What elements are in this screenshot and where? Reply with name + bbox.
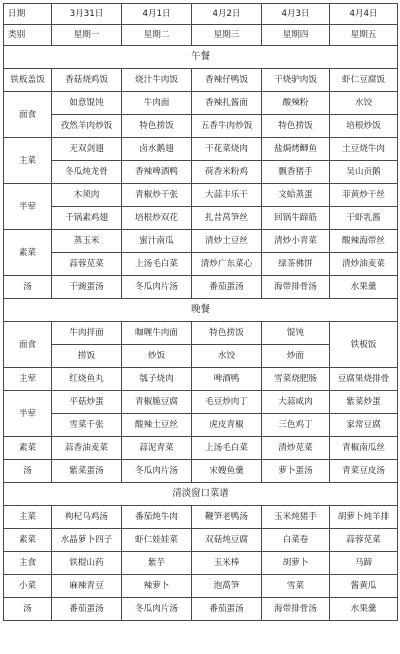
category-cell: 素菜 [4,529,52,552]
dish-cell: 宋嫂鱼羹 [192,460,262,483]
category-cell: 汤 [4,598,52,621]
dish-cell: 白菜卷 [262,529,330,552]
section-row [4,483,398,506]
dish-cell: 三色鸡丁 [262,414,330,437]
dish-cell: 酸辣土豆丝 [122,414,192,437]
dish-cell: 大蒜丰乐干 [192,184,262,207]
dinner-section-title: 晚餐 [4,299,398,322]
dish-cell: 烧汁牛肉饭 [122,69,192,92]
dish-cell: 水饺 [192,345,262,368]
menu-row [4,161,398,184]
date-label: 日期 [4,4,52,25]
dish-cell: 水果羹 [330,598,398,621]
dish-cell: 牛肉面 [122,92,192,115]
dish-cell: 上汤毛白菜 [192,437,262,460]
category-cell: 主菜 [4,138,52,184]
dish-cell: 盐焗烤鲫鱼 [262,138,330,161]
menu-row [4,460,398,483]
dish-cell: 玉米炖猪手 [262,506,330,529]
menu-row [4,598,398,621]
dish-cell: 青椒脆豆腐 [122,391,192,414]
category-cell: 半荤 [4,391,52,437]
dish-cell: 豆腐果烧排骨 [330,368,398,391]
dish-cell: 文蛤蒸蛋 [262,184,330,207]
dish-cell: 上汤毛白菜 [122,253,192,276]
menu-row [4,253,398,276]
dish-cell: 特色捞饭 [262,115,330,138]
dish-cell: 孜然羊肉炒饭 [52,115,122,138]
dish-cell: 馄饨 [262,322,330,345]
dish-cell: 干豌蛋汤 [52,276,122,299]
menu-row [4,184,398,207]
dish-cell: 辣萝卜 [122,575,192,598]
dish-cell: 荷香米粉鸡 [192,161,262,184]
dish-cell: 家常豆腐 [330,414,398,437]
dish-cell: 炒面 [262,345,330,368]
category-cell: 主食 [4,552,52,575]
dish-cell: 马蹄 [330,552,398,575]
dish-cell: 海带排骨汤 [262,598,330,621]
menu-row [4,92,398,115]
dish-cell: 清炒油麦菜 [330,253,398,276]
date-cell: 4月3日 [262,4,330,25]
menu-row [4,552,398,575]
dish-cell: 飘香猪手 [262,161,330,184]
dish-cell: 水饺 [330,92,398,115]
dish-cell: 卤水鹅翅 [122,138,192,161]
dish-cell: 蜜汁南瓜 [122,230,192,253]
category-cell: 主荤 [4,368,52,391]
dish-cell: 泡萵笋 [192,575,262,598]
menu-row [4,138,398,161]
dish-cell: 无双剑翅 [52,138,122,161]
dish-cell: 绿茶佛饼 [262,253,330,276]
dish-cell: 香辣仔鸭饭 [192,69,262,92]
dish-cell: 清炒广东菜心 [192,253,262,276]
category-cell: 主菜 [4,506,52,529]
weekday-row [4,25,398,46]
dish-cell: 虎皮青椒 [192,414,262,437]
dish-cell: 虾仁娃娃菜 [122,529,192,552]
dish-cell: 红烧鱼丸 [52,368,122,391]
dish-cell: 清炒土豆丝 [192,230,262,253]
dish-cell: 双菇炖豆腐 [192,529,262,552]
category-cell: 素菜 [4,437,52,460]
dish-cell: 香辣啤酒鸭 [122,161,192,184]
weekday-cell: 星期三 [192,25,262,46]
dish-cell: 枸杞乌鸡汤 [52,506,122,529]
dish-cell: 牛肉拌面 [52,322,122,345]
dish-cell: 蒜香油麦菜 [52,437,122,460]
dish-cell: 紫菜炒蛋 [330,391,398,414]
dish-cell: 瓠子烧肉 [122,368,192,391]
dish-cell: 青椒南瓜丝 [330,437,398,460]
category-cell: 汤 [4,460,52,483]
date-cell: 4月1日 [122,4,192,25]
menu-row [4,115,398,138]
dish-cell: 鞭笋老鸭汤 [192,506,262,529]
weekday-cell: 星期一 [52,25,122,46]
dish-cell: 酸辣粉 [262,92,330,115]
dish-cell: 番茄蛋汤 [192,276,262,299]
dish-cell: 培根炒双花 [122,207,192,230]
dish-cell: 酸辣海带丝 [330,230,398,253]
category-label: 类别 [4,25,52,46]
dish-cell: 蒜泥青菜 [122,437,192,460]
dish-cell: 冬瓜炖龙骨 [52,161,122,184]
dish-cell: 五香牛肉炒饭 [192,115,262,138]
dish-cell: 木须肉 [52,184,122,207]
dish-cell-merged: 铁板饭 [330,322,398,368]
dish-cell: 咖喱牛肉面 [122,322,192,345]
menu-row [4,575,398,598]
menu-row [4,437,398,460]
dish-cell: 虾仁豆腐饭 [330,69,398,92]
dish-cell: 铁棍山药 [52,552,122,575]
dish-cell: 吴山贡鹅 [330,161,398,184]
dish-cell: 蒜蓉苋菜 [330,529,398,552]
dish-cell: 特色捞饭 [192,322,262,345]
date-cell: 4月4日 [330,4,398,25]
menu-row [4,368,398,391]
weekday-cell: 星期二 [122,25,192,46]
dish-cell: 番茄蛋汤 [52,598,122,621]
menu-row [4,414,398,437]
dish-cell: 海带排骨汤 [262,276,330,299]
lunch-section-title: 午餐 [4,46,398,69]
dish-cell: 雪菜 [262,575,330,598]
dish-cell: 雪菜烧肥肠 [262,368,330,391]
dish-cell: 干花菜烧肉 [192,138,262,161]
category-cell: 面食 [4,322,52,368]
dish-cell: 冬瓜肉片汤 [122,460,192,483]
menu-row [4,506,398,529]
dish-cell: 萝卜蛋汤 [262,460,330,483]
dish-cell: 平菇炒蛋 [52,391,122,414]
dish-cell: 捞饭 [52,345,122,368]
dish-cell: 麻辣青豆 [52,575,122,598]
menu-table [3,3,398,621]
dish-cell: 胡萝卜炖羊排 [330,506,398,529]
dish-cell: 玉米棒 [192,552,262,575]
dish-cell: 紫芋 [122,552,192,575]
category-cell: 素菜 [4,230,52,276]
dish-cell: 干虾乳酱 [330,207,398,230]
menu-row [4,207,398,230]
category-cell: 汤 [4,276,52,299]
dish-cell: 啤酒鸭 [192,368,262,391]
dish-cell: 番茄蛋汤 [192,598,262,621]
dish-cell: 水果羹 [330,276,398,299]
date-cell: 4月2日 [192,4,262,25]
dish-cell: 千锅素鸡翅 [52,207,122,230]
weekday-cell: 星期四 [262,25,330,46]
category-cell: 小菜 [4,575,52,598]
dish-cell: 水晶萝卜四子 [52,529,122,552]
dish-cell: 蒸玉米 [52,230,122,253]
dish-cell: 回锅牛蹄筋 [262,207,330,230]
dish-cell: 炒饭 [122,345,192,368]
menu-row [4,391,398,414]
menu-row [4,322,398,345]
dish-cell: 香辣扎酱面 [192,92,262,115]
dish-cell: 冬瓜肉片汤 [122,598,192,621]
light-section-title: 清淡窗口菜谱 [4,483,398,506]
dish-cell: 菲黄炒干丝 [330,184,398,207]
menu-row [4,230,398,253]
menu-row [4,69,398,92]
dish-cell: 紫菜蛋汤 [52,460,122,483]
dish-cell: 雪菜千张 [52,414,122,437]
category-cell: 面食 [4,92,52,138]
menu-row [4,529,398,552]
section-row [4,299,398,322]
dish-cell: 扎昔莴笋丝 [192,207,262,230]
menu-row [4,276,398,299]
dish-cell: 冬瓜肉片汤 [122,276,192,299]
dish-cell: 青菜豆皮汤 [330,460,398,483]
dish-cell: 特色捞饭 [122,115,192,138]
category-cell: 铁板盖饭 [4,69,52,92]
weekday-cell: 星期五 [330,25,398,46]
dish-cell: 胡萝卜 [262,552,330,575]
dish-cell: 蒜蓉苋菜 [52,253,122,276]
dish-cell: 大蒜咸肉 [262,391,330,414]
category-cell: 半荤 [4,184,52,230]
date-cell: 3月31日 [52,4,122,25]
section-row [4,46,398,69]
dish-cell: 清炒小青菜 [262,230,330,253]
date-row [4,4,398,25]
dish-cell: 清炒苋菜 [262,437,330,460]
dish-cell: 毛豆炒肉丁 [192,391,262,414]
dish-cell: 青椒炒干张 [122,184,192,207]
dish-cell: 香菇烧鸡饭 [52,69,122,92]
dish-cell: 如意馄饨 [52,92,122,115]
dish-cell: 培根炒饭 [330,115,398,138]
dish-cell: 干烧驴肉饭 [262,69,330,92]
dish-cell: 土豆烧牛肉 [330,138,398,161]
dish-cell: 番茄炖牛肉 [122,506,192,529]
dish-cell: 酱黄瓜 [330,575,398,598]
